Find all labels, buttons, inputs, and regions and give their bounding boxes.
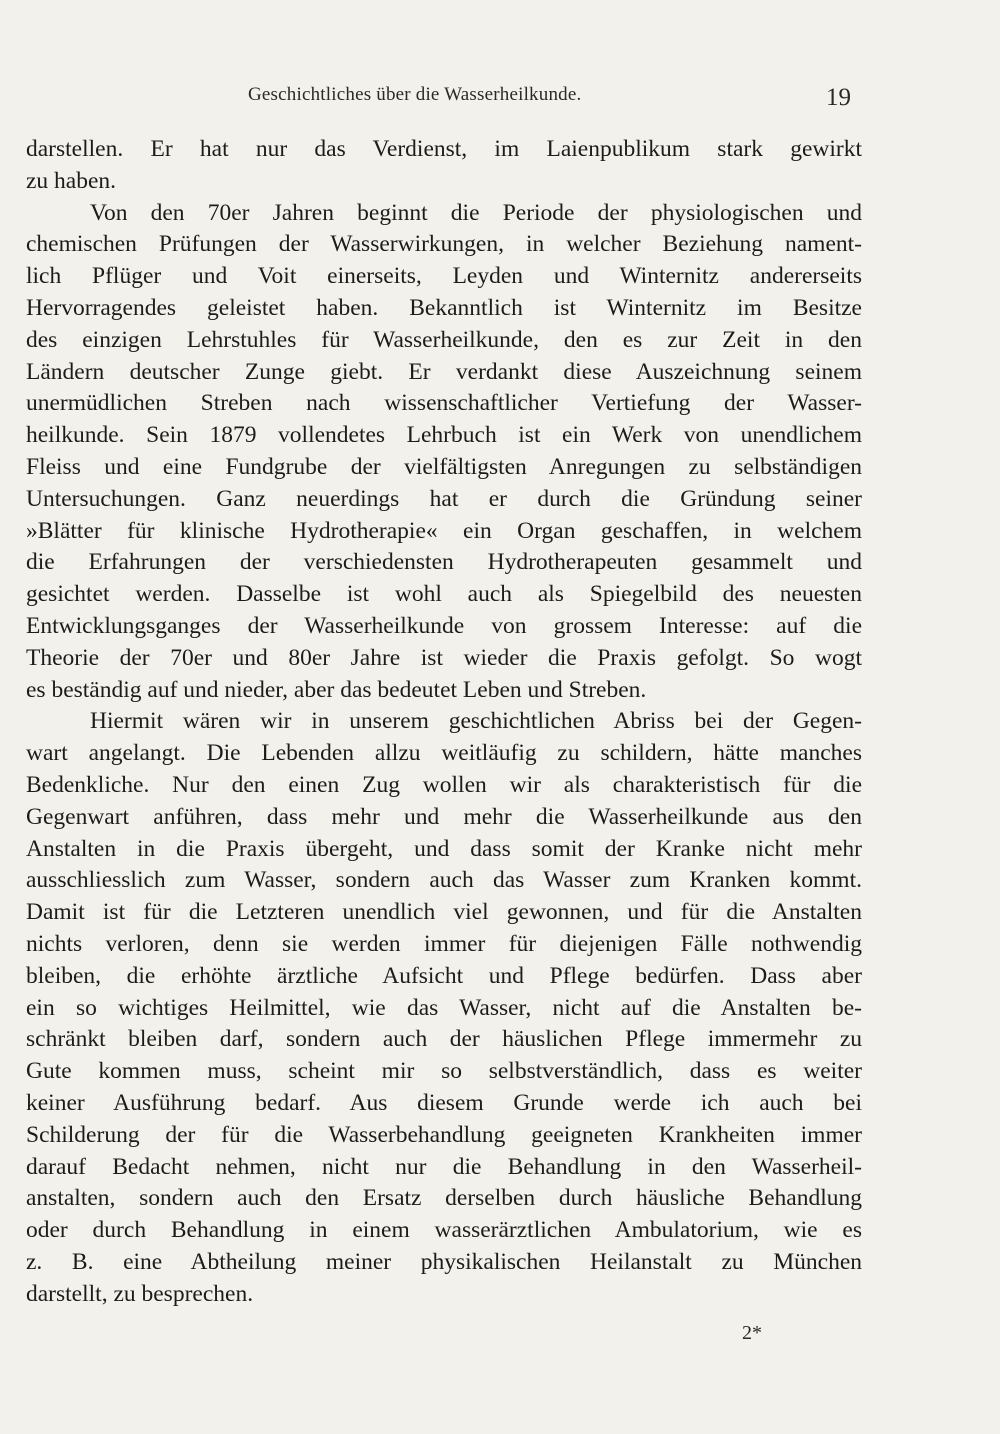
text-line: keiner Ausführung bedarf. Aus diesem Grunde werde ich auch bei [26, 1089, 862, 1116]
text-line: ein so wichtiges Heilmittel, wie das Wasser, nicht auf die Anstalten be- [26, 994, 862, 1021]
text-line: wart angelangt. Die Lebenden allzu weitläufig zu schildern, hätte manches [26, 740, 862, 767]
text-line: ausschliesslich zum Wasser, sondern auch das Wasser zum Kranken kommt. [26, 867, 862, 894]
text-line: heilkunde. Sein 1879 vollendetes Lehrbuch ist ein Werk von unendlichem [26, 422, 862, 449]
text-line: des einzigen Lehrstuhles für Wasserheilkunde, den es zur Zeit in den [26, 326, 862, 353]
text-line: darstellen. Er hat nur das Verdienst, im Laienpublikum stark gewirkt [26, 136, 862, 162]
text-line: Schilderung der für die Wasserbehandlung geeigneten Krankheiten immer [26, 1121, 862, 1148]
text-line: Gute kommen muss, scheint mir so selbstverständlich, dass es weiter [26, 1058, 862, 1085]
text-line: nichts verloren, denn sie werden immer für diejenigen Fälle nothwendig [26, 930, 862, 957]
text-line: gesichtet werden. Dasselbe ist wohl auch als Spiegelbild des neuesten [26, 581, 862, 608]
text-line: oder durch Behandlung in einem wasserärztlichen Ambulatorium, wie es [26, 1217, 862, 1244]
text-line: z. B. eine Abtheilung meiner physikalischen Heilanstalt zu München [26, 1248, 862, 1275]
text-line: anstalten, sondern auch den Ersatz derselben durch häusliche Behandlung [26, 1185, 862, 1212]
text-line: »Blätter für klinische Hydrotherapie« ein Organ geschaffen, in welchem [26, 517, 862, 544]
text-line: lich Pflüger und Voit einerseits, Leyden und Winternitz andererseits [26, 263, 862, 290]
text-line: Theorie der 70er und 80er Jahre ist wieder die Praxis gefolgt. So wogt [26, 644, 862, 671]
text-line: Ländern deutscher Zunge giebt. Er verdankt diese Auszeichnung seinem [26, 358, 862, 385]
text-line: Gegenwart anführen, dass mehr und mehr die Wasserheilkunde aus den [26, 803, 862, 830]
text-line: Bedenkliche. Nur den einen Zug wollen wir als charakteristisch für die [26, 771, 862, 798]
text-line: Anstalten in die Praxis übergeht, und dass somit der Kranke nicht mehr [26, 835, 862, 862]
text-line: chemischen Prüfungen der Wasserwirkungen, in welcher Beziehung nament- [26, 231, 862, 258]
text-line: Damit ist für die Letzteren unendlich viel gewonnen, und für die Anstalten [26, 899, 862, 926]
text-line: Hiermit wären wir in unserem geschichtlichen Abriss bei der Gegen- [90, 708, 862, 735]
text-line: zu haben. [26, 167, 117, 194]
text-line: Von den 70er Jahren beginnt die Periode der physiologischen und [90, 199, 862, 226]
body-text [26, 134, 862, 1310]
text-line: Fleiss und eine Fundgrube der vielfältigsten Anregungen zu selbständigen [26, 453, 862, 480]
text-line: Entwicklungsganges der Wasserheilkunde von grossem Interesse: auf die [26, 612, 862, 639]
text-line: die Erfahrungen der verschiedensten Hydrotherapeuten gesammelt und [26, 549, 862, 576]
text-line: schränkt bleiben darf, sondern auch der häuslichen Pflege immermehr zu [26, 1026, 862, 1053]
page-number: 19 [826, 84, 851, 111]
text-line: Untersuchungen. Ganz neuerdings hat er durch die Gründung seiner [26, 485, 862, 512]
text-line: darauf Bedacht nehmen, nicht nur die Behandlung in den Wasserheil- [26, 1153, 862, 1180]
signature-mark: 2* [742, 1322, 762, 1344]
text-line: es beständig auf und nieder, aber das bedeutet Leben und Streben. [26, 676, 647, 703]
running-header: Geschichtliches über die Wasserheilkunde. [248, 84, 582, 105]
text-line: unermüdlichen Streben nach wissenschaftlicher Vertiefung der Wasser- [26, 390, 862, 417]
text-line: darstellt, zu besprechen. [26, 1280, 254, 1307]
text-line: Hervorragendes geleistet haben. Bekanntlich ist Winternitz im Besitze [26, 294, 862, 321]
text-line: bleiben, die erhöhte ärztliche Aufsicht und Pflege bedürfen. Dass aber [26, 962, 862, 989]
